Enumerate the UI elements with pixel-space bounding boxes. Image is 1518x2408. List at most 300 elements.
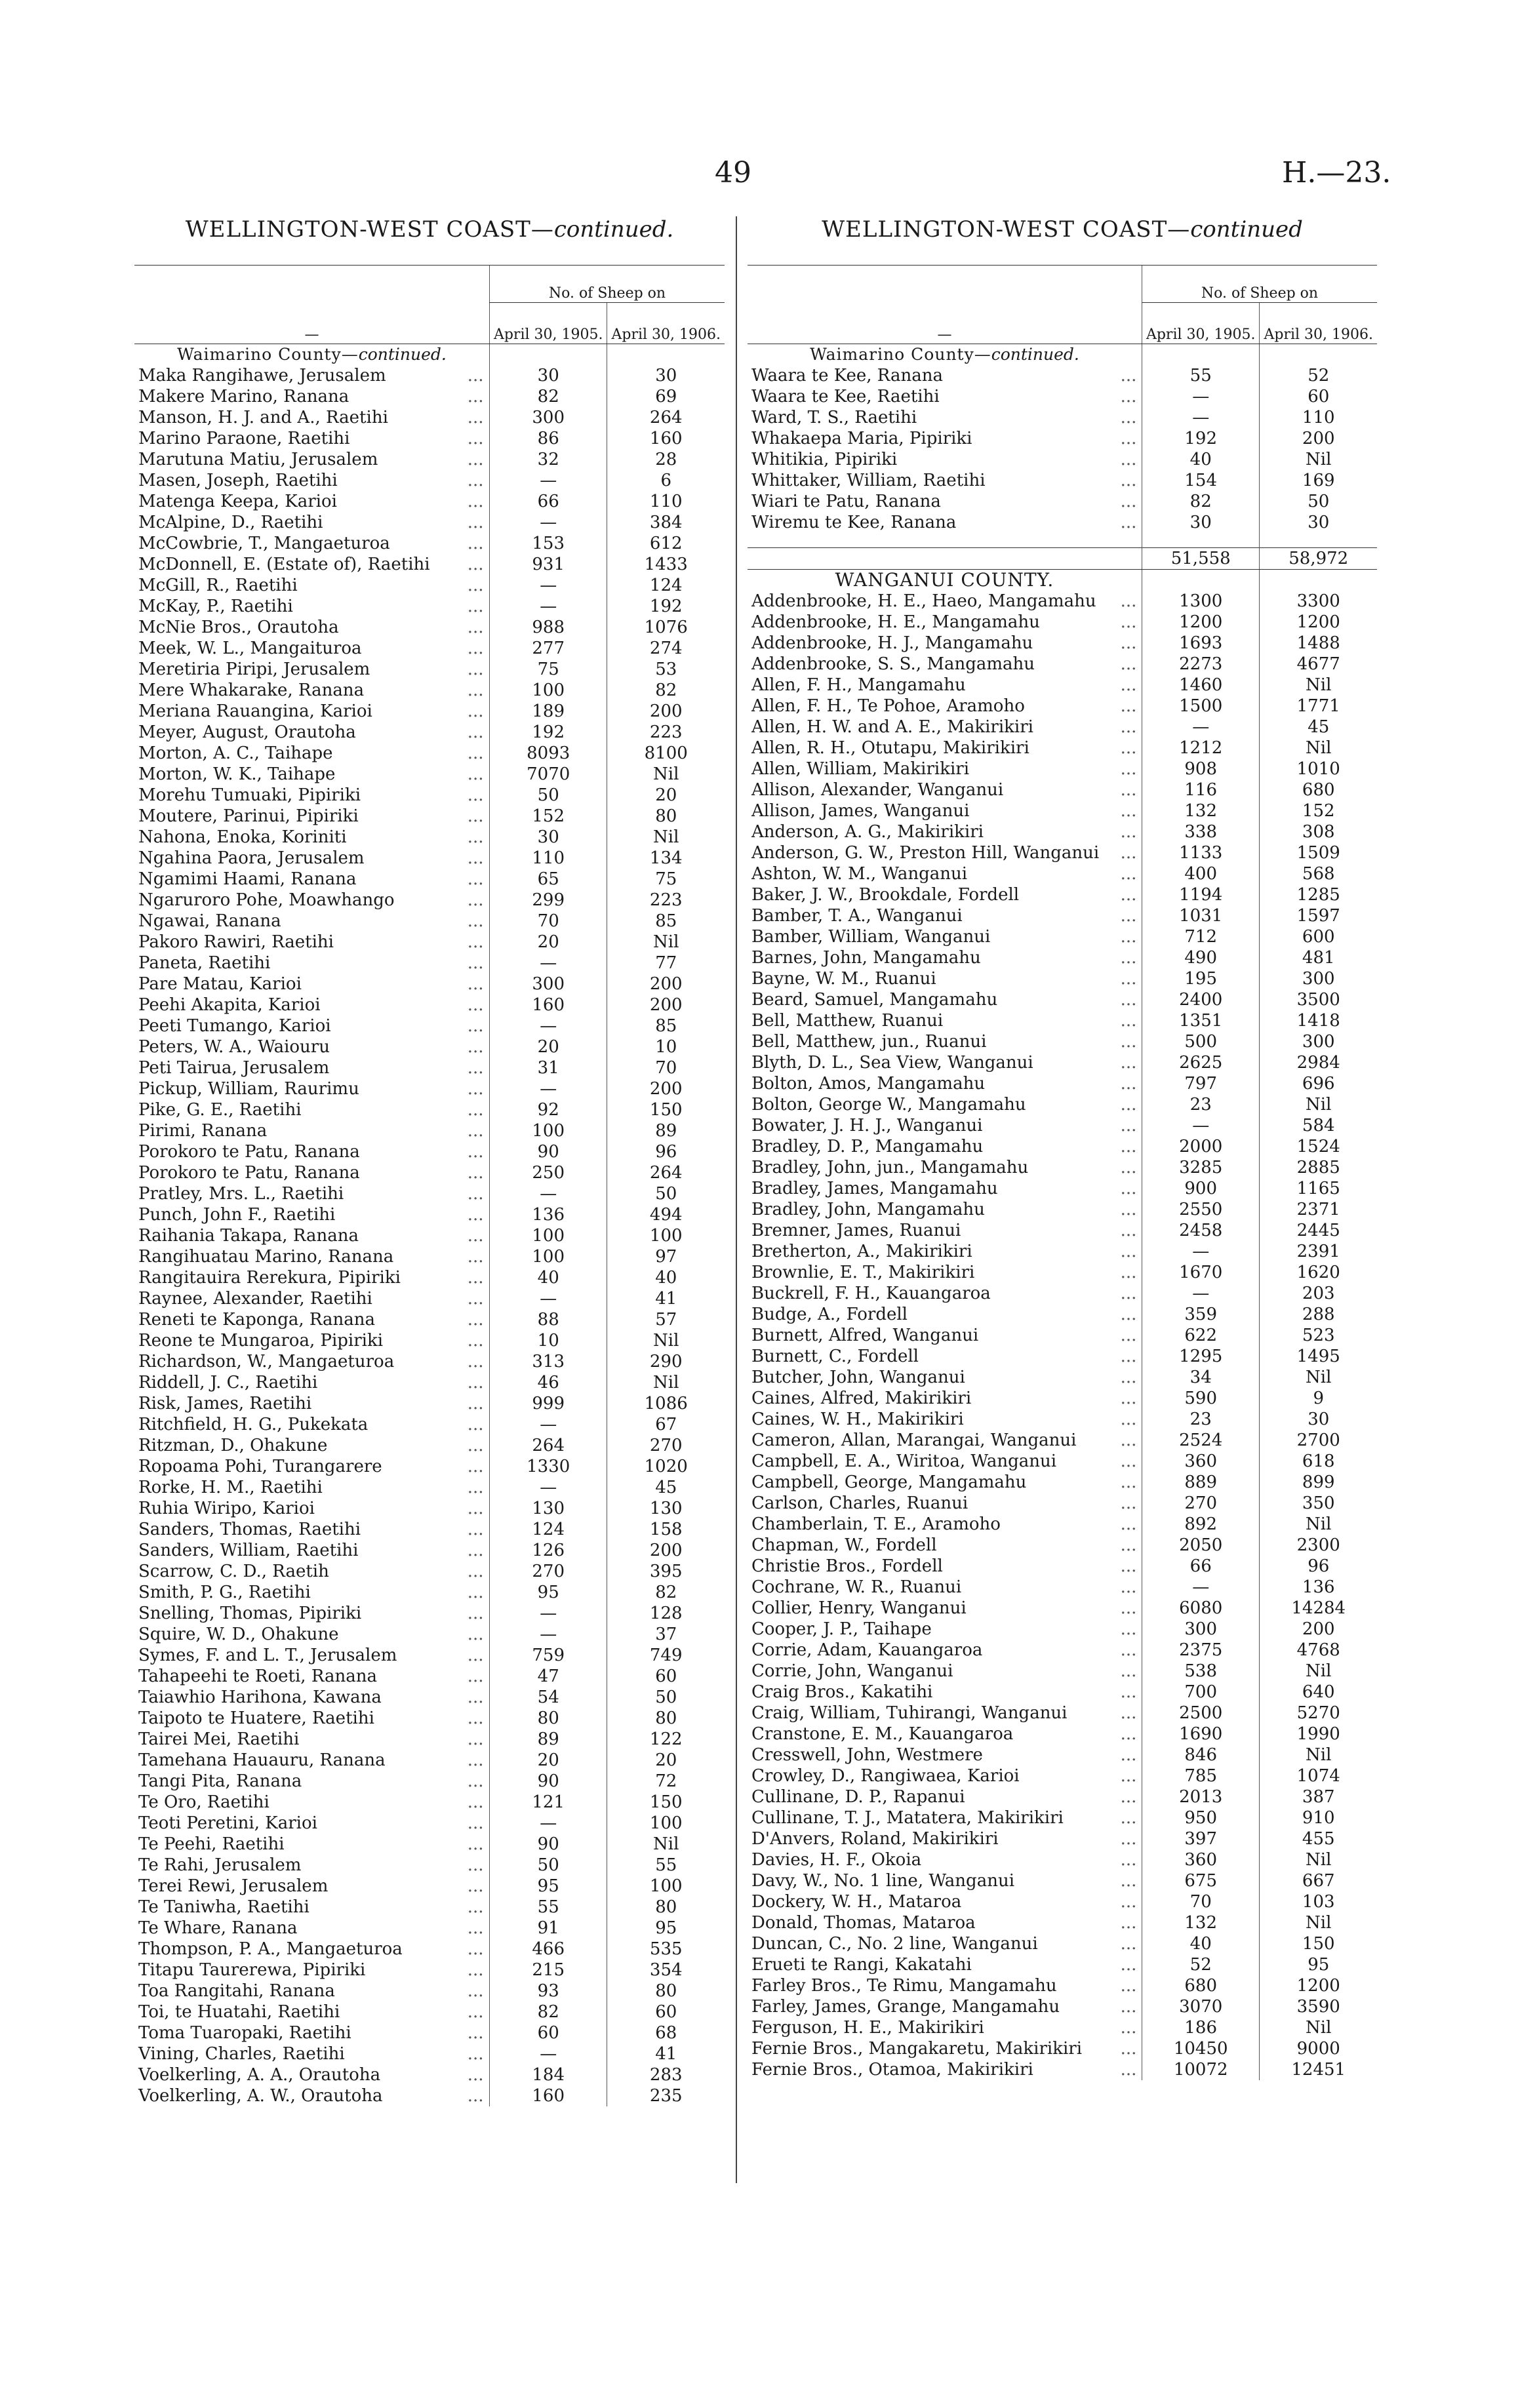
sheep-1905-cell: 10450 xyxy=(1142,2038,1260,2059)
sheep-1905-cell: 1690 xyxy=(1142,1724,1260,1745)
leader-dots: ... xyxy=(1120,1913,1137,1933)
sheep-1905-cell: 23 xyxy=(1142,1409,1260,1430)
owner-name-cell: McNie Bros., Orautoha xyxy=(138,618,339,637)
table-row xyxy=(134,1624,725,1645)
leader-dots: ... xyxy=(467,1373,484,1392)
owner-name-cell: Meriana Rauangina, Karioi xyxy=(138,701,372,721)
sheep-1905-cell: 130 xyxy=(489,1498,607,1519)
left-name-header: — xyxy=(134,266,489,344)
sheep-1905-cell: — xyxy=(489,1078,607,1099)
owner-name-cell: McGill, R., Raetihi xyxy=(138,576,298,595)
owner-name-cell: Symes, F. and L. T., Jerusalem xyxy=(138,1646,397,1665)
table-row xyxy=(134,932,725,953)
table-row xyxy=(748,1682,1377,1703)
sheep-1905-cell: — xyxy=(1142,386,1260,407)
leader-dots: ... xyxy=(467,1813,484,1833)
leader-dots: ... xyxy=(1120,801,1137,821)
leader-dots: ... xyxy=(1120,1200,1137,1219)
leader-dots: ... xyxy=(1120,1116,1137,1135)
sheep-1906-cell: 82 xyxy=(607,680,725,701)
owner-name-cell: Ferguson, H. E., Makirikiri xyxy=(751,2018,984,2038)
sheep-1906-cell: 200 xyxy=(607,1078,725,1099)
table-row xyxy=(748,612,1377,633)
leader-dots: ... xyxy=(467,618,484,637)
leader-dots: ... xyxy=(1120,1221,1137,1240)
sheep-1906-cell: 667 xyxy=(1260,1870,1377,1891)
leader-dots: ... xyxy=(467,764,484,784)
sheep-1905-cell: 215 xyxy=(489,1960,607,1981)
leader-dots: ... xyxy=(467,1226,484,1246)
left-column xyxy=(134,216,725,2106)
leader-dots: ... xyxy=(1120,738,1137,758)
sheep-1905-cell: 40 xyxy=(1142,449,1260,470)
leader-dots: ... xyxy=(1120,1997,1137,2017)
table-row xyxy=(134,974,725,995)
sheep-1906-cell: 110 xyxy=(1260,407,1377,428)
table-row xyxy=(748,1283,1377,1304)
sheep-1906-cell: Nil xyxy=(1260,738,1377,759)
sheep-1905-cell: 160 xyxy=(489,2085,607,2106)
leader-dots: ... xyxy=(1120,1032,1137,1052)
sheep-1906-cell: 1488 xyxy=(1260,633,1377,654)
leader-dots: ... xyxy=(1120,1389,1137,1408)
table-row xyxy=(748,989,1377,1010)
sheep-1905-cell: 538 xyxy=(1142,1661,1260,1682)
sheep-1905-cell: 20 xyxy=(489,1036,607,1057)
owner-name-cell: Bradley, James, Mangamahu xyxy=(751,1179,998,1198)
sheep-1905-cell: 89 xyxy=(489,1729,607,1750)
owner-name-cell: Marutuna Matiu, Jerusalem xyxy=(138,450,378,469)
leader-dots: ... xyxy=(1120,843,1137,863)
table-row xyxy=(134,554,725,575)
table-row xyxy=(134,1603,725,1624)
owner-name-cell: Punch, John F., Raetihi xyxy=(138,1205,336,1225)
table-row xyxy=(134,764,725,785)
leader-dots: ... xyxy=(467,1897,484,1917)
sheep-1906-cell: 122 xyxy=(607,1729,725,1750)
owner-name-cell: Chapman, W., Fordell xyxy=(751,1535,937,1555)
sheep-1906-cell: 2391 xyxy=(1260,1241,1377,1262)
sheep-1905-cell: 184 xyxy=(489,2064,607,2085)
owner-name-cell: Snelling, Thomas, Pipiriki xyxy=(138,1604,362,1623)
sheep-1906-cell: 270 xyxy=(607,1435,725,1456)
owner-name-cell: Donald, Thomas, Mataroa xyxy=(751,1913,976,1933)
table-row xyxy=(748,1220,1377,1241)
table-row xyxy=(748,1661,1377,1682)
leader-dots: ... xyxy=(1120,2060,1137,2080)
sheep-1905-cell: 189 xyxy=(489,701,607,722)
owner-name-cell: Peti Tairua, Jerusalem xyxy=(138,1058,330,1078)
owner-name-cell: Pickup, William, Raurimu xyxy=(138,1079,359,1099)
sheep-1905-cell: 30 xyxy=(1142,512,1260,533)
owner-name-cell: Ngamimi Haami, Ranana xyxy=(138,869,357,889)
sheep-1906-cell: 50 xyxy=(607,1687,725,1708)
leader-dots: ... xyxy=(467,1939,484,1959)
sheep-1906-cell: 283 xyxy=(607,2064,725,2085)
owner-name-cell: Matenga Keepa, Karioi xyxy=(138,492,337,511)
owner-name-cell: Moutere, Parinui, Pipiriki xyxy=(138,806,359,826)
leader-dots: ... xyxy=(1120,1871,1137,1891)
sheep-1906-cell: 124 xyxy=(607,575,725,596)
owner-name-cell: McKay, P., Raetihi xyxy=(138,597,293,616)
sheep-1906-cell: 1620 xyxy=(1260,1262,1377,1283)
sheep-1906-cell: 50 xyxy=(1260,491,1377,512)
sheep-1906-cell: 30 xyxy=(1260,1409,1377,1430)
sheep-1905-cell: 132 xyxy=(1142,800,1260,821)
leader-dots: ... xyxy=(467,1142,484,1162)
table-row xyxy=(134,1918,725,1939)
table-row xyxy=(748,2059,1377,2080)
table-row xyxy=(134,1561,725,1582)
owner-name-cell: Smith, P. G., Raetihi xyxy=(138,1583,311,1602)
sheep-1906-cell: 41 xyxy=(607,1288,725,1309)
sheep-1905-cell: — xyxy=(489,1603,607,1624)
sheep-1905-cell: 93 xyxy=(489,1981,607,2002)
leader-dots: ... xyxy=(467,1184,484,1204)
leader-dots: ... xyxy=(467,366,484,385)
leader-dots: ... xyxy=(1120,1577,1137,1597)
table-row xyxy=(748,884,1377,905)
page-number: 49 xyxy=(715,156,751,189)
sheep-1906-cell: 264 xyxy=(607,1162,725,1183)
owner-name-cell: Rangitauira Rerekura, Pipiriki xyxy=(138,1268,401,1288)
sheep-1906-cell: 57 xyxy=(607,1309,725,1330)
leader-dots: ... xyxy=(467,1436,484,1455)
leader-dots: ... xyxy=(1120,654,1137,674)
sheep-1905-cell: 153 xyxy=(489,533,607,554)
sheep-1906-cell: 103 xyxy=(1260,1891,1377,1912)
leader-dots: ... xyxy=(467,576,484,595)
sheep-1905-cell: — xyxy=(489,1183,607,1204)
leader-dots: ... xyxy=(467,1100,484,1120)
sheep-1905-cell: 100 xyxy=(489,1225,607,1246)
table-row xyxy=(134,2043,725,2064)
owner-name-cell: Cresswell, John, Westmere xyxy=(751,1745,983,1765)
owner-name-cell: Pare Matau, Karioi xyxy=(138,974,302,994)
table-row xyxy=(134,869,725,890)
sheep-1906-cell: 274 xyxy=(607,638,725,659)
owner-name-cell: Raihania Takapa, Ranana xyxy=(138,1226,359,1246)
owner-name-cell: Bolton, Amos, Mangamahu xyxy=(751,1074,986,1094)
leader-dots: ... xyxy=(1120,1326,1137,1345)
leader-dots: ... xyxy=(467,2002,484,2022)
table-row xyxy=(748,696,1377,717)
owner-name-cell: Paneta, Raetihi xyxy=(138,953,271,973)
table-row xyxy=(134,365,725,386)
table-row xyxy=(134,1981,725,2002)
sheep-1906-cell: 4768 xyxy=(1260,1640,1377,1661)
sheep-1905-cell: — xyxy=(1142,1115,1260,1136)
sheep-1905-cell: 66 xyxy=(489,491,607,512)
sheep-1905-cell: 95 xyxy=(489,1876,607,1897)
owner-name-cell: Ritzman, D., Ohakune xyxy=(138,1436,328,1455)
sheep-1906-cell: 2700 xyxy=(1260,1430,1377,1451)
sheep-1905-cell: 300 xyxy=(489,407,607,428)
owner-name-cell: Rorke, H. M., Raetihi xyxy=(138,1478,323,1497)
owner-name-cell: Voelkerling, A. A., Orautoha xyxy=(138,2065,381,2085)
sheep-1905-cell: 80 xyxy=(489,1708,607,1729)
owner-name-cell: Terei Rewi, Jerusalem xyxy=(138,1876,329,1896)
sheep-1905-cell: 785 xyxy=(1142,1766,1260,1786)
sheep-1906-cell: 300 xyxy=(1260,1031,1377,1052)
leader-dots: ... xyxy=(467,1583,484,1602)
table-row xyxy=(134,848,725,869)
table-row xyxy=(748,1409,1377,1430)
table-row xyxy=(748,1094,1377,1115)
owner-name-cell: Fernie Bros., Otamoa, Makirikiri xyxy=(751,2060,1033,2080)
table-row xyxy=(134,1414,725,1435)
table-row xyxy=(134,1267,725,1288)
leader-dots: ... xyxy=(467,387,484,406)
sheep-1905-cell: 1500 xyxy=(1142,696,1260,717)
sheep-1905-cell: 490 xyxy=(1142,947,1260,968)
document-code: H.—23. xyxy=(1282,156,1391,189)
owner-name-cell: Ngawai, Ranana xyxy=(138,911,281,931)
owner-name-cell: Richardson, W., Mangaeturoa xyxy=(138,1352,395,1372)
table-row xyxy=(748,449,1377,470)
sheep-1906-cell: 136 xyxy=(1260,1577,1377,1598)
leader-dots: ... xyxy=(467,953,484,973)
table-row xyxy=(748,1535,1377,1556)
leader-dots: ... xyxy=(467,2044,484,2064)
table-row xyxy=(134,1435,725,1456)
sheep-1906-cell: 128 xyxy=(607,1603,725,1624)
owner-name-cell: Allen, H. W. and A. E., Makirikiri xyxy=(751,717,1033,737)
sheep-1905-cell: 82 xyxy=(1142,491,1260,512)
sheep-1905-cell: 1212 xyxy=(1142,738,1260,759)
sheep-1906-cell: 640 xyxy=(1260,1682,1377,1703)
table-row xyxy=(134,1897,725,1918)
owner-name-cell: Anderson, G. W., Preston Hill, Wanganui xyxy=(751,843,1100,863)
sheep-1906-cell: 290 xyxy=(607,1351,725,1372)
sheep-1905-cell: 2524 xyxy=(1142,1430,1260,1451)
sheep-1906-cell: 96 xyxy=(607,1141,725,1162)
leader-dots: ... xyxy=(1120,717,1137,737)
table-row xyxy=(748,1954,1377,1975)
sheep-1905-cell: 60 xyxy=(489,2023,607,2043)
right-sheep-table xyxy=(748,265,1377,2080)
table-row xyxy=(134,953,725,974)
sheep-1906-cell: 568 xyxy=(1260,863,1377,884)
owner-name-cell: Whakaepa Maria, Pipiriki xyxy=(751,429,972,448)
sheep-1906-cell: 85 xyxy=(607,911,725,932)
sheep-1906-cell: Nil xyxy=(1260,1849,1377,1870)
table-row xyxy=(748,968,1377,989)
owner-name-cell: Davy, W., No. 1 line, Wanganui xyxy=(751,1871,1015,1891)
sheep-1905-cell: 88 xyxy=(489,1309,607,1330)
sheep-1905-cell: 680 xyxy=(1142,1975,1260,1996)
owner-name-cell: Masen, Joseph, Raetihi xyxy=(138,471,338,490)
sheep-1905-cell: 100 xyxy=(489,1246,607,1267)
owner-name-cell: Te Oro, Raetihi xyxy=(138,1792,270,1812)
sheep-1906-cell: 69 xyxy=(607,386,725,407)
sheep-1905-cell: 1200 xyxy=(1142,612,1260,633)
leader-dots: ... xyxy=(1120,1179,1137,1198)
leader-dots: ... xyxy=(1120,1661,1137,1681)
owner-name-cell: Pirimi, Ranana xyxy=(138,1121,268,1141)
table-row xyxy=(748,1073,1377,1094)
table-row xyxy=(134,1750,725,1771)
owner-name-cell: Corrie, Adam, Kauangaroa xyxy=(751,1640,983,1660)
owner-name-cell: Tamehana Hauauru, Ranana xyxy=(138,1750,386,1770)
sheep-1906-cell: 68 xyxy=(607,2023,725,2043)
sheep-1906-cell: 235 xyxy=(607,2085,725,2106)
leader-dots: ... xyxy=(1120,1472,1137,1492)
sheep-1906-cell: 387 xyxy=(1260,1786,1377,1807)
table-row xyxy=(134,1519,725,1540)
owner-name-cell: Waara te Kee, Ranana xyxy=(751,366,943,385)
table-row xyxy=(134,1939,725,1960)
sheep-1905-cell: 82 xyxy=(489,2002,607,2023)
owner-name-cell: Tairei Mei, Raetihi xyxy=(138,1729,300,1749)
leader-dots: ... xyxy=(467,1247,484,1267)
owner-name-cell: Cullinane, D. P., Rapanui xyxy=(751,1787,965,1807)
leader-dots: ... xyxy=(467,785,484,805)
table-row xyxy=(748,2017,1377,2038)
sheep-1906-cell: 200 xyxy=(607,995,725,1016)
leader-dots: ... xyxy=(467,1834,484,1854)
owner-name-cell: Ward, T. S., Raetihi xyxy=(751,408,917,427)
leader-dots: ... xyxy=(467,1771,484,1791)
sheep-1906-cell: 910 xyxy=(1260,1807,1377,1828)
sheep-1905-cell: 91 xyxy=(489,1918,607,1939)
sheep-1905-cell: 2458 xyxy=(1142,1220,1260,1241)
sheep-1905-cell: — xyxy=(489,470,607,491)
leader-dots: ... xyxy=(1120,1074,1137,1094)
sheep-1906-cell: 60 xyxy=(607,2002,725,2023)
sheep-1906-cell: 612 xyxy=(607,533,725,554)
table-row xyxy=(748,1451,1377,1472)
owner-name-cell: Taipoto te Huatere, Raetihi xyxy=(138,1708,374,1728)
leader-dots: ... xyxy=(1120,1137,1137,1156)
leader-dots: ... xyxy=(467,1163,484,1183)
owner-name-cell: Ngahina Paora, Jerusalem xyxy=(138,848,365,868)
sheep-1905-cell: 1460 xyxy=(1142,675,1260,696)
sheep-1906-cell: 85 xyxy=(607,1016,725,1036)
table-row xyxy=(748,1724,1377,1745)
owner-name-cell: Bamber, William, Wanganui xyxy=(751,927,991,947)
sheep-1905-cell: 2500 xyxy=(1142,1703,1260,1724)
sheep-1906-cell: Nil xyxy=(1260,1912,1377,1933)
sheep-1906-cell: 494 xyxy=(607,1204,725,1225)
sheep-1906-cell: Nil xyxy=(607,764,725,785)
sheep-1905-cell: 100 xyxy=(489,680,607,701)
right-1906-header: April 30, 1906. xyxy=(1260,303,1377,344)
sheep-1905-cell: 1330 xyxy=(489,1456,607,1477)
sheep-1905-cell: 10072 xyxy=(1142,2059,1260,2080)
leader-dots: ... xyxy=(467,660,484,679)
owner-name-cell: Craig Bros., Kakatihi xyxy=(751,1682,933,1702)
left-section-title: Waimarino County—continued. xyxy=(134,344,725,366)
sheep-1906-cell: Nil xyxy=(607,1372,725,1393)
owner-name-cell: Allen, William, Makirikiri xyxy=(751,759,970,779)
sheep-1905-cell: — xyxy=(489,1016,607,1036)
leader-dots: ... xyxy=(467,806,484,826)
leader-dots: ... xyxy=(467,1520,484,1539)
owner-name-cell: Scarrow, C. D., Raetih xyxy=(138,1562,329,1581)
sheep-1905-cell: 90 xyxy=(489,1141,607,1162)
sheep-1906-cell: 158 xyxy=(607,1519,725,1540)
leader-dots: ... xyxy=(467,1205,484,1225)
owner-name-cell: Allison, Alexander, Wanganui xyxy=(751,780,1004,800)
owner-name-cell: Addenbrooke, S. S., Mangamahu xyxy=(751,654,1035,674)
table-row xyxy=(134,638,725,659)
leader-dots: ... xyxy=(467,1667,484,1686)
leader-dots: ... xyxy=(1120,2039,1137,2059)
table-row xyxy=(748,1849,1377,1870)
owner-name-cell: Teoti Peretini, Karioi xyxy=(138,1813,317,1833)
leader-dots: ... xyxy=(467,1729,484,1749)
sheep-1905-cell: 66 xyxy=(1142,1556,1260,1577)
owner-name-cell: Peehi Akapita, Karioi xyxy=(138,995,321,1015)
sheep-1905-cell: 1351 xyxy=(1142,1010,1260,1031)
owner-name-cell: Davies, H. F., Okoia xyxy=(751,1850,922,1870)
leader-dots: ... xyxy=(467,701,484,721)
table-row xyxy=(134,1078,725,1099)
sheep-1905-cell: 50 xyxy=(489,785,607,806)
owner-name-cell: Ritchfield, H. G., Pukekata xyxy=(138,1415,369,1434)
table-row xyxy=(134,617,725,638)
sheep-1905-cell: 32 xyxy=(489,449,607,470)
owner-name-cell: Waara te Kee, Raetihi xyxy=(751,387,940,406)
sheep-1906-cell: 100 xyxy=(607,1813,725,1834)
sheep-1905-cell: — xyxy=(489,575,607,596)
sheep-1905-cell: 466 xyxy=(489,1939,607,1960)
table-row xyxy=(748,1640,1377,1661)
table-row xyxy=(134,596,725,617)
table-row xyxy=(748,1157,1377,1178)
table-row xyxy=(748,675,1377,696)
table-row xyxy=(748,1199,1377,1220)
owner-name-cell: Christie Bros., Fordell xyxy=(751,1556,943,1576)
sheep-1906-cell: 584 xyxy=(1260,1115,1377,1136)
sheep-1905-cell: 160 xyxy=(489,995,607,1016)
leader-dots: ... xyxy=(467,1331,484,1351)
sheep-1905-cell: 82 xyxy=(489,386,607,407)
table-row xyxy=(748,759,1377,780)
owner-name-cell: Raynee, Alexander, Raetihi xyxy=(138,1289,372,1309)
table-row xyxy=(134,1813,725,1834)
leader-dots: ... xyxy=(1120,1053,1137,1073)
leader-dots: ... xyxy=(467,1708,484,1728)
owner-name-cell: Toa Rangitahi, Ranana xyxy=(138,1981,335,2001)
right-column xyxy=(748,216,1377,2080)
leader-dots: ... xyxy=(467,1352,484,1372)
sheep-1905-cell: 186 xyxy=(1142,2017,1260,2038)
leader-dots: ... xyxy=(467,1604,484,1623)
sheep-1906-cell: 600 xyxy=(1260,926,1377,947)
owner-name-cell: Vining, Charles, Raetihi xyxy=(138,2044,345,2064)
sheep-1905-cell: 1133 xyxy=(1142,842,1260,863)
sheep-1906-cell: 53 xyxy=(607,659,725,680)
spacer-row xyxy=(748,533,1377,548)
leader-dots: ... xyxy=(467,450,484,469)
sheep-1906-cell: Nil xyxy=(607,1330,725,1351)
sheep-1906-cell: 152 xyxy=(1260,800,1377,821)
leader-dots: ... xyxy=(467,1918,484,1938)
leader-dots: ... xyxy=(1120,675,1137,695)
owner-name-cell: Ashton, W. M., Wanganui xyxy=(751,864,968,884)
sheep-1906-cell: 169 xyxy=(1260,470,1377,491)
owner-name-cell: Allen, F. H., Mangamahu xyxy=(751,675,966,695)
sheep-1905-cell: — xyxy=(1142,1283,1260,1304)
sheep-1906-cell: Nil xyxy=(1260,449,1377,470)
leader-dots: ... xyxy=(467,471,484,490)
sheep-1906-cell: 1990 xyxy=(1260,1724,1377,1745)
owner-name-cell: Titapu Taurerewa, Pipiriki xyxy=(138,1960,366,1980)
owner-name-cell: Budge, A., Fordell xyxy=(751,1305,908,1324)
owner-name-cell: Meek, W. L., Mangaituroa xyxy=(138,639,362,658)
